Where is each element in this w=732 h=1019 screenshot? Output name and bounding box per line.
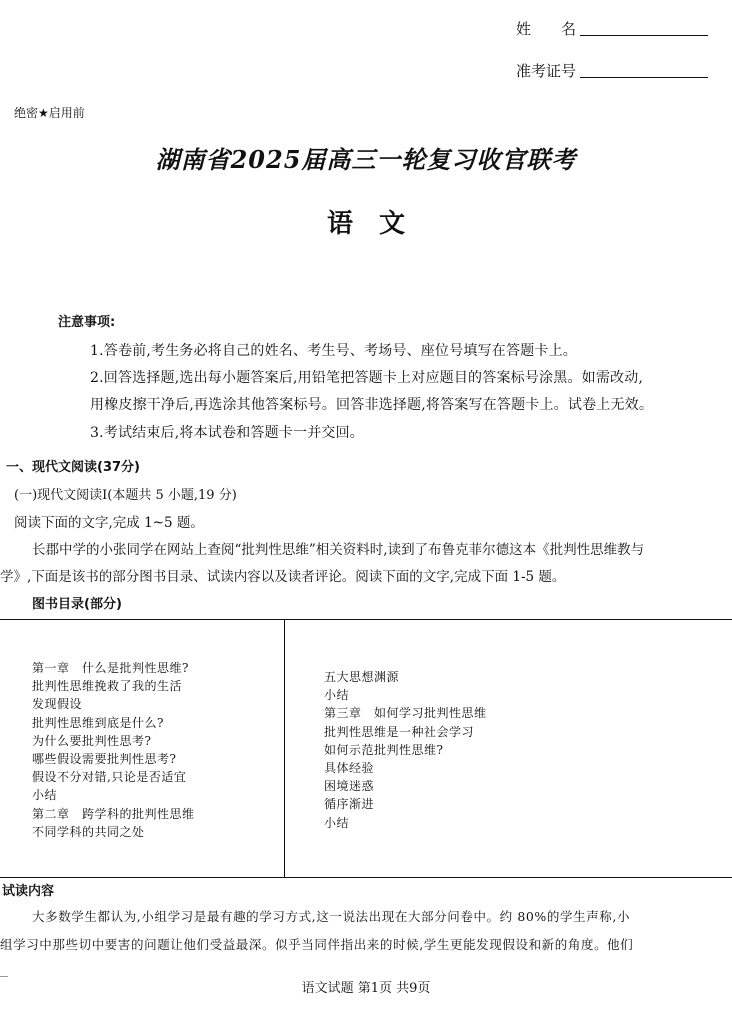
trial-text-line-2: 组学习中那些切中要害的问题让他们受益最深。似乎当同伴指出来的时候,学生更能发现假设和新的角度。他们 bbox=[0, 937, 634, 952]
toc-entry: 具体经验 bbox=[324, 760, 375, 775]
exam-title: 湖南省2025届高三一轮复习收官联考 bbox=[155, 145, 577, 174]
notice-item-2-line-1: 2.回答选择题,选出每小题答案后,用铅笔把答题卡上对应题目的答案标号涂黑。如需改动, bbox=[90, 370, 644, 386]
toc-entry: 哪些假设需要批判性思考? bbox=[32, 751, 177, 766]
toc-left-column bbox=[32, 659, 195, 841]
toc-entry: 不同学科的共同之处 bbox=[32, 824, 145, 839]
subject-title: 语文 bbox=[326, 209, 431, 239]
toc-entry: 小结 bbox=[324, 815, 350, 830]
toc-entry: 小结 bbox=[32, 788, 58, 803]
toc-entry: 批判性思维到底是什么? bbox=[32, 715, 164, 730]
toc-table-bottom-border bbox=[0, 877, 732, 878]
trial-heading: 试读内容 bbox=[2, 884, 55, 899]
intro-paragraph-line-1: 长郡中学的小张同学在网站上查阅“批判性思维”相关资料时,读到了布鲁克菲尔德这本《批判性思维教与 bbox=[32, 542, 645, 558]
notice-item-1: 1.答卷前,考生务必将自己的姓名、考生号、考场号、座位号填写在答题卡上。 bbox=[90, 343, 578, 359]
toc-entry: 第一章 什么是批判性思维? bbox=[32, 661, 189, 675]
toc-entry: 为什么要批判性思考? bbox=[32, 733, 152, 748]
toc-entry: 批判性思维是一种社会学习 bbox=[324, 724, 475, 739]
toc-entry: 困境迷惑 bbox=[324, 779, 375, 794]
name-label: 姓 名 bbox=[516, 20, 577, 38]
toc-entry: 第二章 跨学科的批判性思维 bbox=[32, 806, 195, 821]
toc-right-column bbox=[324, 668, 487, 832]
name-field-line bbox=[580, 35, 708, 36]
intro-paragraph-line-2: 学》,下面是该书的部分图书目录、试读内容以及读者评论。阅读下面的文字,完成下面 1-5 题。 bbox=[0, 569, 566, 585]
toc-entry: 小结 bbox=[324, 688, 350, 703]
page-footer: 语文试题 第1页 共9页 bbox=[301, 981, 431, 996]
toc-entry: 五大思想渊源 bbox=[324, 670, 400, 684]
toc-entry: 如何示范批判性思维? bbox=[324, 742, 444, 757]
reading-instruction: 阅读下面的文字,完成 1~5 题。 bbox=[14, 515, 204, 531]
catalog-heading: 图书目录(部分) bbox=[32, 597, 122, 612]
toc-entry: 假设不分对错,只论是否适宜 bbox=[32, 770, 187, 785]
notice-item-3: 3.考试结束后,将本试卷和答题卡一并交回。 bbox=[90, 425, 365, 441]
confidential-label: 绝密★启用前 bbox=[14, 106, 85, 120]
exam-id-label: 准考证号 bbox=[516, 62, 577, 80]
toc-entry: 第三章 如何学习批判性思维 bbox=[324, 706, 487, 721]
toc-table-top-border bbox=[0, 619, 732, 620]
toc-entry: 循序渐进 bbox=[324, 797, 375, 812]
subsection-heading: (一)现代文阅读Ⅰ(本题共 5 小题,19 分) bbox=[14, 488, 237, 503]
toc-table-column-divider bbox=[284, 619, 285, 877]
exam-id-field-line bbox=[580, 77, 708, 78]
toc-entry: 批判性思维挽救了我的生活 bbox=[32, 679, 183, 694]
trial-text-line-1: 大多数学生都认为,小组学习是最有趣的学习方式,这一说法出现在大部分问卷中。约 80%的学生声称,小 bbox=[32, 909, 631, 924]
toc-entry: 发现假设 bbox=[32, 697, 83, 712]
notice-item-2-line-2: 用橡皮擦干净后,再选涂其他答案标号。回答非选择题,将答案写在答题卡上。试卷上无效。 bbox=[90, 397, 654, 413]
notice-heading: 注意事项: bbox=[58, 315, 116, 330]
section-heading: 一、现代文阅读(37分) bbox=[6, 460, 140, 475]
